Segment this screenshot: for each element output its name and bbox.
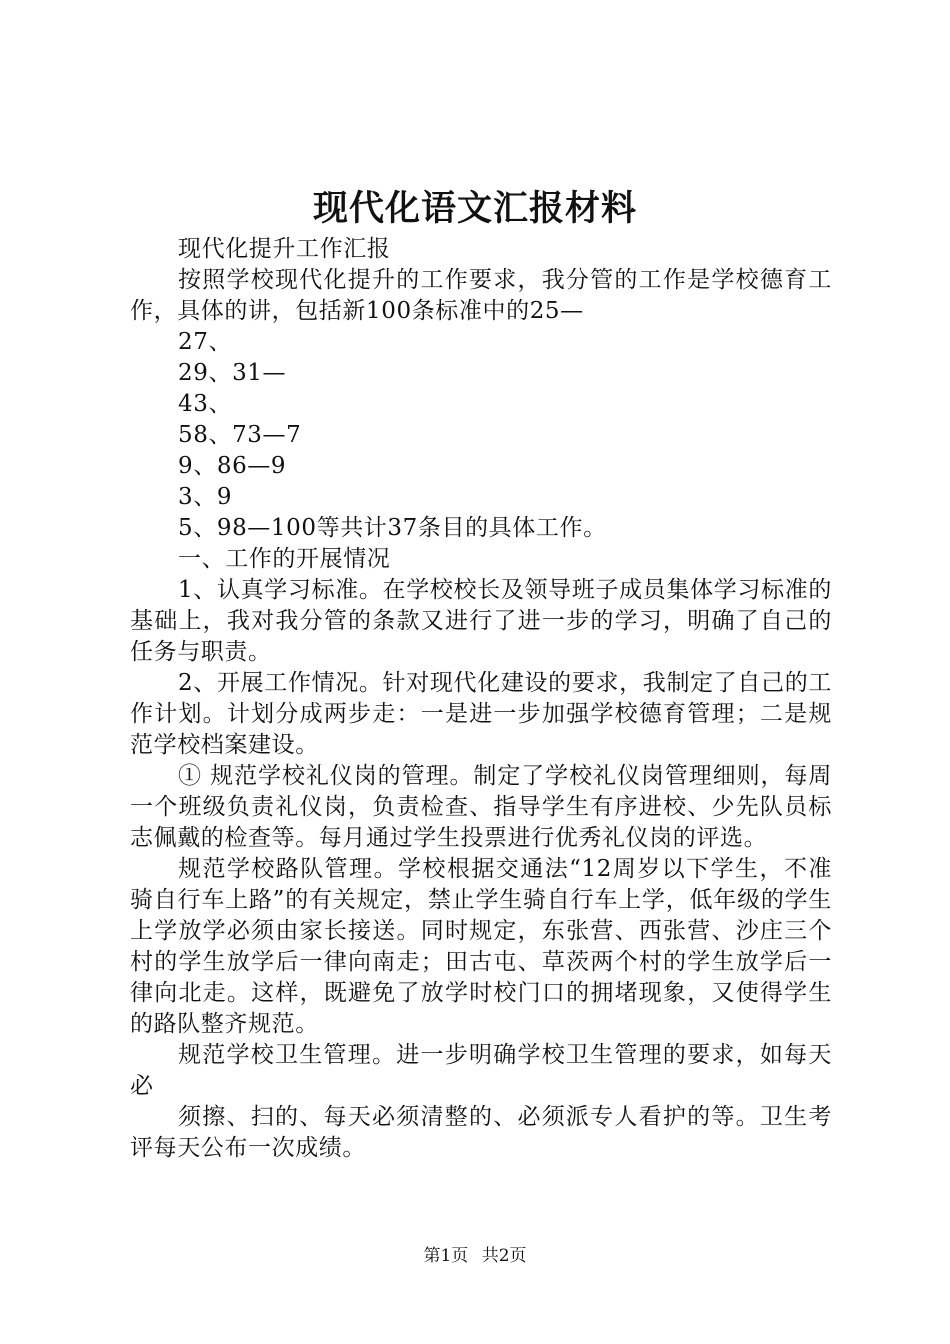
paragraph-etiquette-post: ① 规范学校礼仪岗的管理。制定了学校礼仪岗管理细则，每周一个班级负责礼仪岗，负责检查、指导学生有序进校、少先队员标志佩戴的检查等。每月通过学生投票进行优秀礼仪岗的评选。 [130, 763, 832, 851]
paragraph-intro: 按照学校现代化提升的工作要求，我分管的工作是学校德育工作，具体的讲，包括新100条标准中的25— [130, 267, 832, 324]
page-footer [0, 1244, 950, 1268]
paragraph-road-team: 规范学校路队管理。学校根据交通法“12周岁以下学生，不准骑自行车上路”的有关规定，禁止学生骑自行车上学，低年级的学生上学放学必须由家长接送。同时规定，东张营、西张营、沙庄三个村的学生放学后一律向南走；田古屯、草茨两个村的学生放学后一律向北走。这样，既避免了放学时校门口的拥堵现象，又使得学生的路队整齐规范。 [130, 856, 832, 1037]
paragraph-item: 29、31— [178, 360, 287, 386]
paragraph-item: 9、86—9 [178, 453, 287, 479]
paragraph-item: 3、9 [178, 484, 233, 510]
paragraph-item: 27、 [178, 329, 233, 355]
paragraph-item: 5、98—100等共计37条目的具体工作。 [178, 515, 607, 541]
page-total: 共2页 [481, 1246, 527, 1266]
paragraph-item: 43、 [178, 391, 233, 417]
paragraph-hygiene: 规范学校卫生管理。进一步明确学校卫生管理的要求，如每天必 [130, 1042, 832, 1099]
document-body [130, 234, 832, 1164]
paragraph-hygiene-continued: 须擦、扫的、每天必须清整的、必须派专人看护的等。卫生考评每天公布一次成绩。 [130, 1104, 832, 1161]
paragraph-work-status: 2、开展工作情况。针对现代化建设的要求，我制定了自己的工作计划。计划分成两步走：一是进一步加强学校德育管理；二是规范学校档案建设。 [130, 670, 832, 758]
paragraph-subtitle: 现代化提升工作汇报 [178, 236, 391, 262]
paragraph-study-standards: 1、认真学习标准。在学校校长及领导班子成员集体学习标准的基础上，我对我分管的条款又进行了进一步的学习，明确了自己的任务与职责。 [130, 577, 832, 665]
paragraph-item: 58、73—7 [178, 422, 302, 448]
document-title: 现代化语文汇报材料 [312, 188, 637, 229]
page-number: 第1页 [423, 1246, 469, 1266]
section-heading: 一、工作的开展情况 [178, 546, 391, 572]
